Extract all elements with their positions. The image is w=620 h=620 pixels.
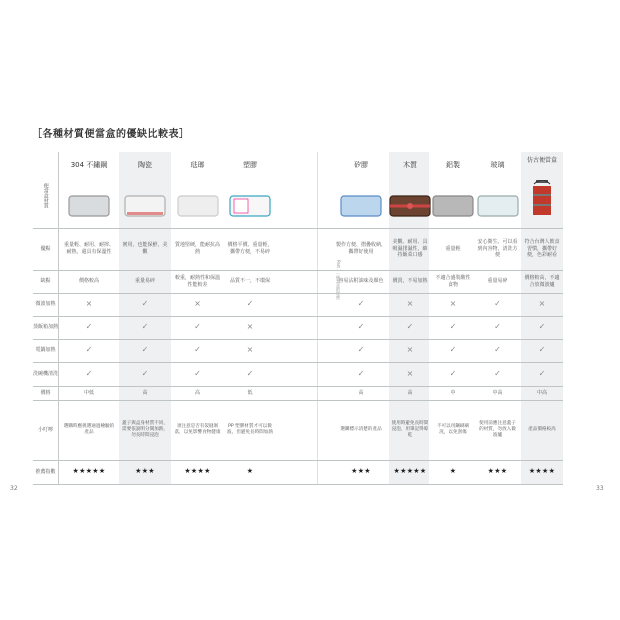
table-cell: ✓	[141, 368, 149, 378]
lunchbox-photo-0	[67, 190, 111, 224]
column-header-0: 304 不鏽鋼	[70, 161, 108, 169]
row-label: 缺點	[40, 278, 51, 285]
row-label: 蒸飯箱加熱	[33, 324, 59, 331]
table-cell: ✓	[141, 345, 149, 355]
row-label: 洗碗機清洗	[33, 370, 59, 377]
table-cell: 使用前應注意蓋子的材質，勿放入微波爐	[479, 420, 516, 439]
column-header-3: 塑膠	[243, 161, 257, 169]
column-header-7: 玻璃	[490, 161, 505, 169]
table-cell: ✓	[494, 322, 501, 332]
table-cell: ✓	[357, 345, 365, 355]
table-cell: PP 塑膠材質才可以微波，但避免長時間加熱	[227, 423, 273, 435]
table-cell: 中低	[83, 389, 94, 396]
table-cell: ✓	[246, 299, 254, 309]
row-label: 價格	[40, 389, 51, 396]
row-divider	[33, 484, 563, 485]
table-cell: ✓	[449, 368, 457, 378]
table-cell: 實用，也能保鮮，美觀	[122, 242, 168, 255]
table-cell: ×	[246, 322, 254, 332]
table-cell: ✓	[538, 322, 546, 332]
table-cell: ✓	[357, 322, 365, 332]
column-header-8: 仿古便當盒	[526, 157, 557, 164]
table-cell: ✓	[406, 322, 414, 332]
table-cell: 價格平價、重量輕，攜帶方便，不易碎	[227, 242, 273, 255]
page-number-left: 32	[10, 485, 18, 492]
table-cell: 低	[247, 389, 253, 396]
table-cell: ×	[246, 345, 254, 355]
table-cell: 中高	[536, 389, 547, 396]
table-cell: 中高	[492, 389, 503, 396]
row-label: 微波加熱	[35, 301, 56, 308]
column-header-2: 琺瑯	[190, 161, 205, 169]
table-cell: ✓	[538, 368, 546, 378]
lunchbox-photo-3	[228, 190, 272, 224]
table-cell: 不適合盛裝酸性食物	[435, 274, 471, 288]
lunchbox-photo-6	[431, 190, 475, 224]
table-cell: ★	[449, 467, 457, 476]
page-spine	[317, 152, 318, 484]
lunchbox-photo-8	[530, 180, 554, 224]
table-cell: 安心衛生、可以看到內容物，清洗方便	[477, 238, 518, 259]
table-cell: ★	[246, 467, 254, 476]
table-cell: 製作方便、摺疊收納，攜帶好使用	[336, 242, 387, 255]
table-cell: ×	[538, 299, 546, 309]
table-cell: ✓	[357, 368, 365, 378]
spine-label: Part 1｜便當盒的秘密	[336, 260, 341, 300]
table-cell: ×	[194, 299, 201, 309]
table-cell: 高	[358, 389, 364, 396]
column-header-5: 木質	[403, 161, 417, 169]
table-cell: 價格較高	[78, 278, 99, 285]
table-cell: ✓	[194, 345, 201, 355]
table-cell: ★★★★	[184, 467, 211, 476]
column-header-1: 陶瓷	[138, 161, 152, 169]
table-cell: 價格較高，不適合放微波爐	[524, 274, 560, 288]
table-cell: 重量輕	[445, 245, 461, 252]
row-label: 優點	[40, 245, 51, 252]
table-cell: ✓	[538, 345, 546, 355]
page-number-right: 33	[596, 485, 604, 492]
table-cell: 高	[194, 389, 200, 396]
table-cell: 選購時應挑選通過檢驗的產品	[63, 423, 115, 435]
lunchbox-photo-1	[123, 190, 167, 224]
table-cell: ✓	[449, 322, 457, 332]
table-cell: 高	[142, 389, 148, 396]
table-cell: ✓	[85, 345, 93, 355]
table-cell: 美觀、耐用、具吸濕排濕性，維持飯菜口感	[392, 238, 428, 259]
lunchbox-photo-7	[476, 190, 520, 224]
table-cell: ×	[406, 345, 414, 355]
table-cell: 價貴，不易加熱	[392, 278, 428, 285]
table-cell: 選購標示清楚的產品	[340, 426, 382, 432]
table-cell: ✓	[141, 322, 149, 332]
table-cell: 蓋子與盒身材質不同，需要依說明分開加熱，勿長時間浸泡	[122, 420, 168, 439]
table-cell: 品質不一，不環保	[229, 278, 270, 285]
header-label: 便當盒材質	[42, 182, 49, 208]
table-cell: ✓	[494, 345, 501, 355]
table-cell: ✓	[246, 368, 254, 378]
row-label: 小叮嚀	[37, 426, 53, 433]
column-header-6: 鋁製	[446, 161, 460, 169]
table-cell: 質地堅硬，能耐抗高熱	[174, 242, 220, 255]
table-cell: ✓	[494, 368, 501, 378]
table-cell: ✓	[85, 368, 93, 378]
table-cell: ✓	[194, 322, 201, 332]
table-cell: ✓	[357, 299, 365, 309]
table-cell: ✓	[449, 345, 457, 355]
row-label: 推薦指數	[35, 468, 56, 475]
table-cell: 容易沾附油味及顏色	[338, 278, 384, 285]
table-cell: 重量易碎	[134, 278, 155, 285]
table-cell: ✓	[141, 299, 149, 309]
table-cell: 重量易碎	[487, 278, 508, 285]
table-cell: ✓	[85, 322, 93, 332]
table-cell: ★★★★	[528, 467, 556, 476]
table-cell: 重量輕、耐用、耐摔、耐熱，還具有保溫性	[63, 242, 114, 255]
table-cell: ★★★★★	[393, 467, 427, 476]
table-cell: 較重，耐熱性和保溫性能較差	[174, 274, 220, 288]
table-cell: 不可以用鋼刷刷洗，以免刮傷	[436, 423, 470, 435]
row-label: 電鍋加熱	[35, 347, 56, 354]
lunchbox-photo-4	[339, 190, 383, 224]
table-cell: ×	[406, 368, 414, 378]
table-title: ［各種材質便當盒的優缺比較表］	[32, 129, 190, 140]
table-cell: ✓	[194, 368, 201, 378]
lunchbox-photo-2	[176, 190, 220, 224]
lunchbox-photo-5	[388, 190, 432, 224]
table-cell: ★★★★★	[72, 467, 106, 476]
table-cell: 產品價格較高	[528, 426, 556, 432]
column-header-4: 矽膠	[354, 161, 368, 169]
table-cell: ★★★	[351, 467, 371, 476]
table-cell: 須注意是否有裂縫剝落，以免影響食物健康	[174, 423, 221, 435]
table-cell: ★★★	[135, 467, 155, 476]
table-cell: 使用時避免長時間浸泡，用畢記得晾乾	[391, 420, 429, 439]
table-cell: ×	[85, 299, 93, 309]
table-cell: 中	[450, 389, 456, 396]
table-cell: ✓	[494, 299, 501, 309]
table-cell: ×	[406, 299, 414, 309]
table-cell: 符合台灣人飲食習慣，攜帶好便，色彩耐看	[524, 238, 560, 259]
table-cell: ★★★	[487, 467, 508, 476]
table-cell: ×	[449, 299, 457, 309]
table-cell: 高	[407, 389, 413, 396]
